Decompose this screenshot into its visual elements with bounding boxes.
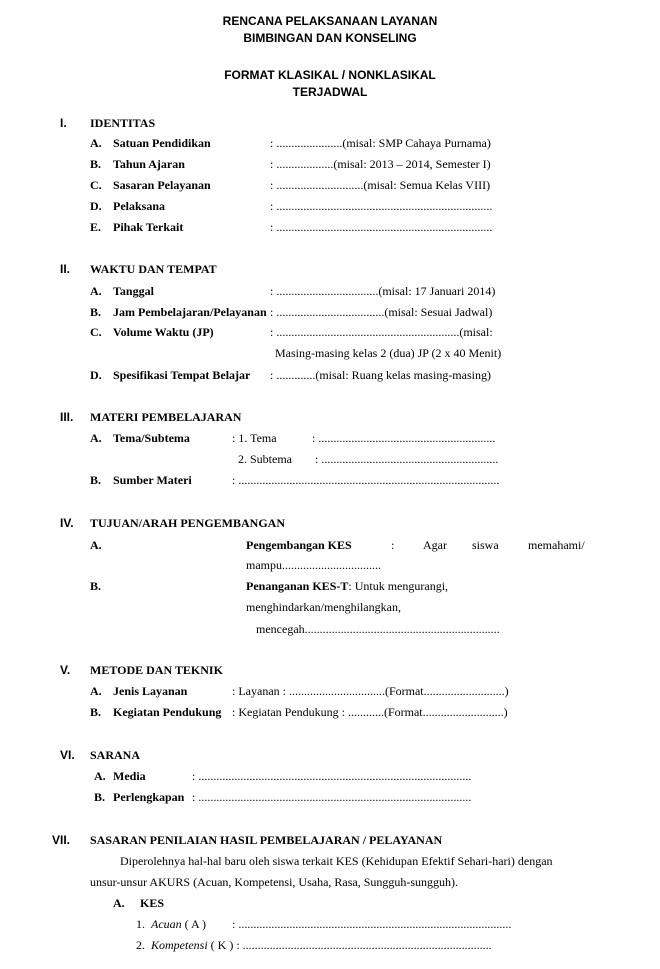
s7-subitem-term: Kompetensi <box>151 938 208 952</box>
subtema-value: : ........................................................... <box>315 452 499 466</box>
s3-item-label: Tema/Subtema <box>113 431 190 445</box>
s4-item-label: Pengembangan KES <box>246 538 352 552</box>
s1-item-letter: A. <box>90 136 102 150</box>
s2-item-value: : .............(misal: Ruang kelas masing-masing) <box>270 368 491 382</box>
section-7-number: VII. <box>52 833 71 847</box>
s2-item-c-continuation: Masing-masing kelas 2 (dua) JP (2 x 40 Menit) <box>275 346 502 360</box>
s4-b-line-1 <box>246 579 448 593</box>
s5-item-value: : Kegiatan Pendukung : ............(Format...........................) <box>232 705 508 719</box>
s5-item-letter: B. <box>90 705 102 719</box>
subtema-label: 2. Subtema <box>238 452 292 466</box>
s4-a-line-2: mampu................................. <box>246 558 381 572</box>
section-1-title: IDENTITAS <box>90 116 156 130</box>
s5-item-label: Kegiatan Pendukung <box>113 705 222 719</box>
s7-subitem-code: ( A ) <box>181 917 206 931</box>
s6-item-letter: B. <box>94 790 106 804</box>
s7-subitem-value: : ........................................................................................... <box>232 917 512 931</box>
s4-b-label: Penanganan KES-T <box>246 579 349 593</box>
s1-item-value: : ........................................................................ <box>270 220 493 234</box>
s2-item-label: Tanggal <box>113 284 154 298</box>
s3-item-value: : ....................................................................................... <box>232 473 500 487</box>
tema-value: : ........................................................... <box>312 431 496 445</box>
s4-item-letter: B. <box>90 579 102 593</box>
s1-item-value: : ...................(misal: 2013 – 2014, Semester I) <box>270 157 491 171</box>
s7-paragraph-line-2: unsur-unsur AKURS (Acuan, Kompetensi, Usaha, Rasa, Sungguh-sungguh). <box>90 875 459 889</box>
s1-item-label: Pelaksana <box>113 199 166 213</box>
s3-item-letter: B. <box>90 473 102 487</box>
section-1-number: I. <box>60 116 67 130</box>
s7-subitem-value: : ................................................................................... <box>233 938 492 952</box>
doc-title-line-1: RENCANA PELAKSANAAN LAYANAN <box>222 14 438 28</box>
section-3-title: MATERI PEMBELAJARAN <box>90 410 242 424</box>
s2-item-label: Volume Waktu (JP) <box>113 325 214 339</box>
s1-item-letter: D. <box>90 199 102 213</box>
s6-item-letter: A. <box>94 769 106 783</box>
s6-item-value: : ........................................................................................... <box>192 769 472 783</box>
s4-item-letter: A. <box>90 538 102 552</box>
s1-item-value: : ......................(misal: SMP Cahaya Purnama) <box>270 136 491 150</box>
s5-item-value: : Layanan : ................................(Format...........................) <box>232 684 509 698</box>
s6-item-label: Media <box>113 769 146 783</box>
s2-item-letter: B. <box>90 305 102 319</box>
format-title-line-1: FORMAT KLASIKAL / NONKLASIKAL <box>224 68 436 82</box>
s7-subitem-number: 2. <box>136 938 145 952</box>
s2-item-letter: C. <box>90 325 102 339</box>
s3-item-letter: A. <box>90 431 102 445</box>
s4-b-line-2: menghindarkan/menghilangkan, <box>246 600 401 614</box>
s6-item-value: : ........................................................................................... <box>192 790 472 804</box>
s6-item-label: Perlengkapan <box>113 790 185 804</box>
s7-subitem-term: Acuan <box>151 917 182 931</box>
s2-item-letter: D. <box>90 368 102 382</box>
s4-a-word: siswa <box>472 538 499 552</box>
s4-b-line-3: mencegah................................................................. <box>256 622 500 636</box>
s1-item-letter: E. <box>90 220 102 234</box>
tema-label: : 1. Tema <box>232 431 277 445</box>
s2-item-value: : ....................................(misal: Sesuai Jadwal) <box>270 305 493 319</box>
s2-item-label: Spesifikasi Tempat Belajar <box>113 368 251 382</box>
section-6-number: VI. <box>60 748 75 762</box>
s7-paragraph-line-1: Diperolehnya hal-hal baru oleh siswa terkait KES (Kehidupan Efektif Sehari-hari) dengan <box>120 854 553 868</box>
s7-subitem-label <box>151 917 206 931</box>
section-4-title: TUJUAN/ARAH PENGEMBANGAN <box>90 516 285 530</box>
s5-item-label: Jenis Layanan <box>113 684 188 698</box>
section-5-title: METODE DAN TEKNIK <box>90 663 223 677</box>
s1-item-label: Sasaran Pelayanan <box>113 178 211 192</box>
s7-subitem-number: 1. <box>136 917 145 931</box>
s1-item-letter: B. <box>90 157 102 171</box>
s2-item-value: : ..................................(misal: 17 Januari 2014) <box>270 284 496 298</box>
s4-a-word: : <box>391 538 395 552</box>
s1-item-label: Tahun Ajaran <box>113 157 185 171</box>
format-title-line-2: TERJADWAL <box>292 85 368 99</box>
s7-item-label: KES <box>140 896 165 910</box>
s4-a-word: memahami/ <box>528 538 585 552</box>
section-5-number: V. <box>60 663 71 677</box>
s7-item-letter: A. <box>113 896 125 910</box>
s4-b-text: : Untuk mengurangi, <box>348 579 449 593</box>
s5-item-letter: A. <box>90 684 102 698</box>
s1-item-letter: C. <box>90 178 102 192</box>
s2-item-value: : .............................................................(misal: <box>270 325 493 339</box>
doc-title-line-2: BIMBINGAN DAN KONSELING <box>243 31 417 45</box>
s1-item-value: : .............................(misal: Semua Kelas VIII) <box>270 178 491 192</box>
section-4-number: IV. <box>60 516 74 530</box>
s2-item-letter: A. <box>90 284 102 298</box>
s2-item-label: Jam Pembelajaran/Pelayanan <box>113 305 267 319</box>
section-2-title: WAKTU DAN TEMPAT <box>90 262 217 276</box>
section-7-title: SASARAN PENILAIAN HASIL PEMBELAJARAN / PELAYANAN <box>90 833 443 847</box>
section-2-number: II. <box>60 262 71 276</box>
s1-item-value: : ........................................................................ <box>270 199 493 213</box>
s3-item-label: Sumber Materi <box>113 473 192 487</box>
s4-a-word: Agar <box>423 538 447 552</box>
section-3-number: III. <box>60 410 74 424</box>
s7-subitem-label <box>151 938 492 952</box>
section-6-title: SARANA <box>90 748 141 762</box>
s1-item-label: Pihak Terkait <box>113 220 184 234</box>
s7-subitem-code: ( K ) <box>207 938 234 952</box>
s1-item-label: Satuan Pendidikan <box>113 136 211 150</box>
